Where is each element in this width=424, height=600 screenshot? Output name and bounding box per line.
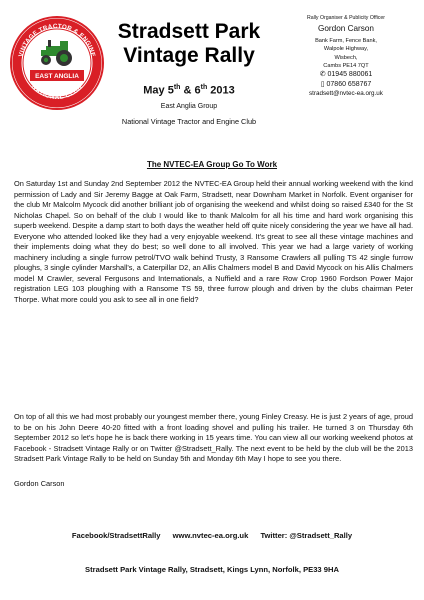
group-name: East Anglia Group xyxy=(160,103,218,110)
page-title xyxy=(104,20,274,68)
date-suffix-1: th xyxy=(173,84,181,91)
organiser-name: Gordon Carson xyxy=(318,24,374,34)
rally-date xyxy=(104,84,274,97)
organiser-phone xyxy=(286,70,406,80)
website-link[interactable]: www.nvtec-ea.org.uk xyxy=(172,531,249,540)
title-line-2: Vintage Rally xyxy=(123,44,255,67)
facebook-link[interactable]: Facebook/StradsettRally xyxy=(71,531,161,540)
date-day-2: 6 xyxy=(194,84,201,97)
organiser-address-line: Bank Farm, Fence Bank, xyxy=(315,37,377,44)
logo-arc-top-text: VINTAGE TRACTOR & ENGINE xyxy=(17,22,97,58)
phone-icon: ✆ xyxy=(319,71,326,79)
logo-banner-text: EAST ANGLIA xyxy=(35,73,79,80)
organiser-phone-number: 01945 880061 xyxy=(327,71,373,79)
organiser-email[interactable]: stradsett@nvtec-ea.org.uk xyxy=(309,90,383,98)
mobile-phone-icon: ▯ xyxy=(320,81,325,89)
date-year: 2013 xyxy=(210,84,235,97)
title-line-1: Stradsett Park xyxy=(117,20,261,43)
footer-address: Stradsett Park Vintage Rally, Stradsett, Kings Lynn, Norfolk, PE33 9HA xyxy=(85,565,339,574)
twitter-link[interactable]: Twitter: @Stradsett_Rally xyxy=(260,531,353,540)
organiser-role: Rally Organiser & Publicity Officer xyxy=(306,15,386,21)
footer-links xyxy=(0,531,424,540)
club-name: National Vintage Tractor and Engine Club xyxy=(121,117,257,126)
organiser-address-line: Walpole Highway, xyxy=(323,46,369,53)
article-paragraph-1: On Saturday 1st and Sunday 2nd September 2012 the NVTEC-EA Group held their annual working weekend with the kind permission of Lady and Sir Jeremy Bagge at Oak Farm, Stradsett, near Downham Market in Norfolk. Event organiser for the club Mr Malcolm Mycock did another brilliant job of organising the weekend and whilst doing so raised £340 for the St Nicholas Chapel. So on behalf of the club I would like to thank Malcolm for all his time and hard work organising this superb weekend. Despite a damp start to both days the weather held off quite nicely considering the year we have all had. Everyone who attended looked like they had a very enjoyable weekend. It's great to see all these vintage machines and their implements doing what they do best; so well done to all involved. This year we had a large variety of working machinery including a single furrow petrol/TVO walk behind Trusty, 3 Ransome Crawlers all pulling TS 42 single furrow ploughs, 3 single cylinder Marshall's, a Caterpillar D2, an Allis Chalmers model B and David Mycock on his Allis Chalmers model M Crawler, several Fergusons and Internationals, a Nuffield and a rare Row Crop 1960 Fordson Power Major registration LEG 103 ploughing with a Ransome TS 59, three furrow plough and driven by the clubs chairman Peter Thorpe. What more could you ask to see all in one field? xyxy=(14,179,413,304)
organiser-mobile-number: 07860 658767 xyxy=(326,81,372,89)
organiser-contact xyxy=(286,14,406,99)
date-day-1: 5 xyxy=(167,84,174,97)
article-paragraph-2: On top of all this we had most probably our youngest member there, young Finley Creasy. He is just 2 years of age, proud to be on his John Deere 40-20 fitted with a front loading shovel and pulling his trailer. He turned 3 on Thursday 6th September 2012 so let's hope he is back there working in 15 years time. You can view all our working weekend photos at Facebook - Stradsett Vintage Rally or on Twitter @Stradsett_Rally. The next event to be held by the club will be the 2013 Stradsett Park Vintage Rally to be held on Sunday 5th and Monday 6th May I hope to see you there. xyxy=(14,412,413,463)
date-month: May xyxy=(143,84,165,97)
organiser-address-line: Wisbech, xyxy=(334,54,358,61)
date-ampersand: & xyxy=(183,84,192,97)
article-heading: The NVTEC-EA Group Go To Work xyxy=(146,160,278,169)
date-suffix-2: th xyxy=(200,84,208,91)
organiser-mobile xyxy=(286,80,406,90)
logo-arc-bottom-text: NATIONAL CLUB xyxy=(29,83,85,102)
signature-name: Gordon Carson xyxy=(14,479,65,488)
club-logo xyxy=(8,14,106,112)
club-logo-emblem xyxy=(8,14,106,112)
organiser-address-line: Cambs PE14 7QT xyxy=(323,63,369,70)
